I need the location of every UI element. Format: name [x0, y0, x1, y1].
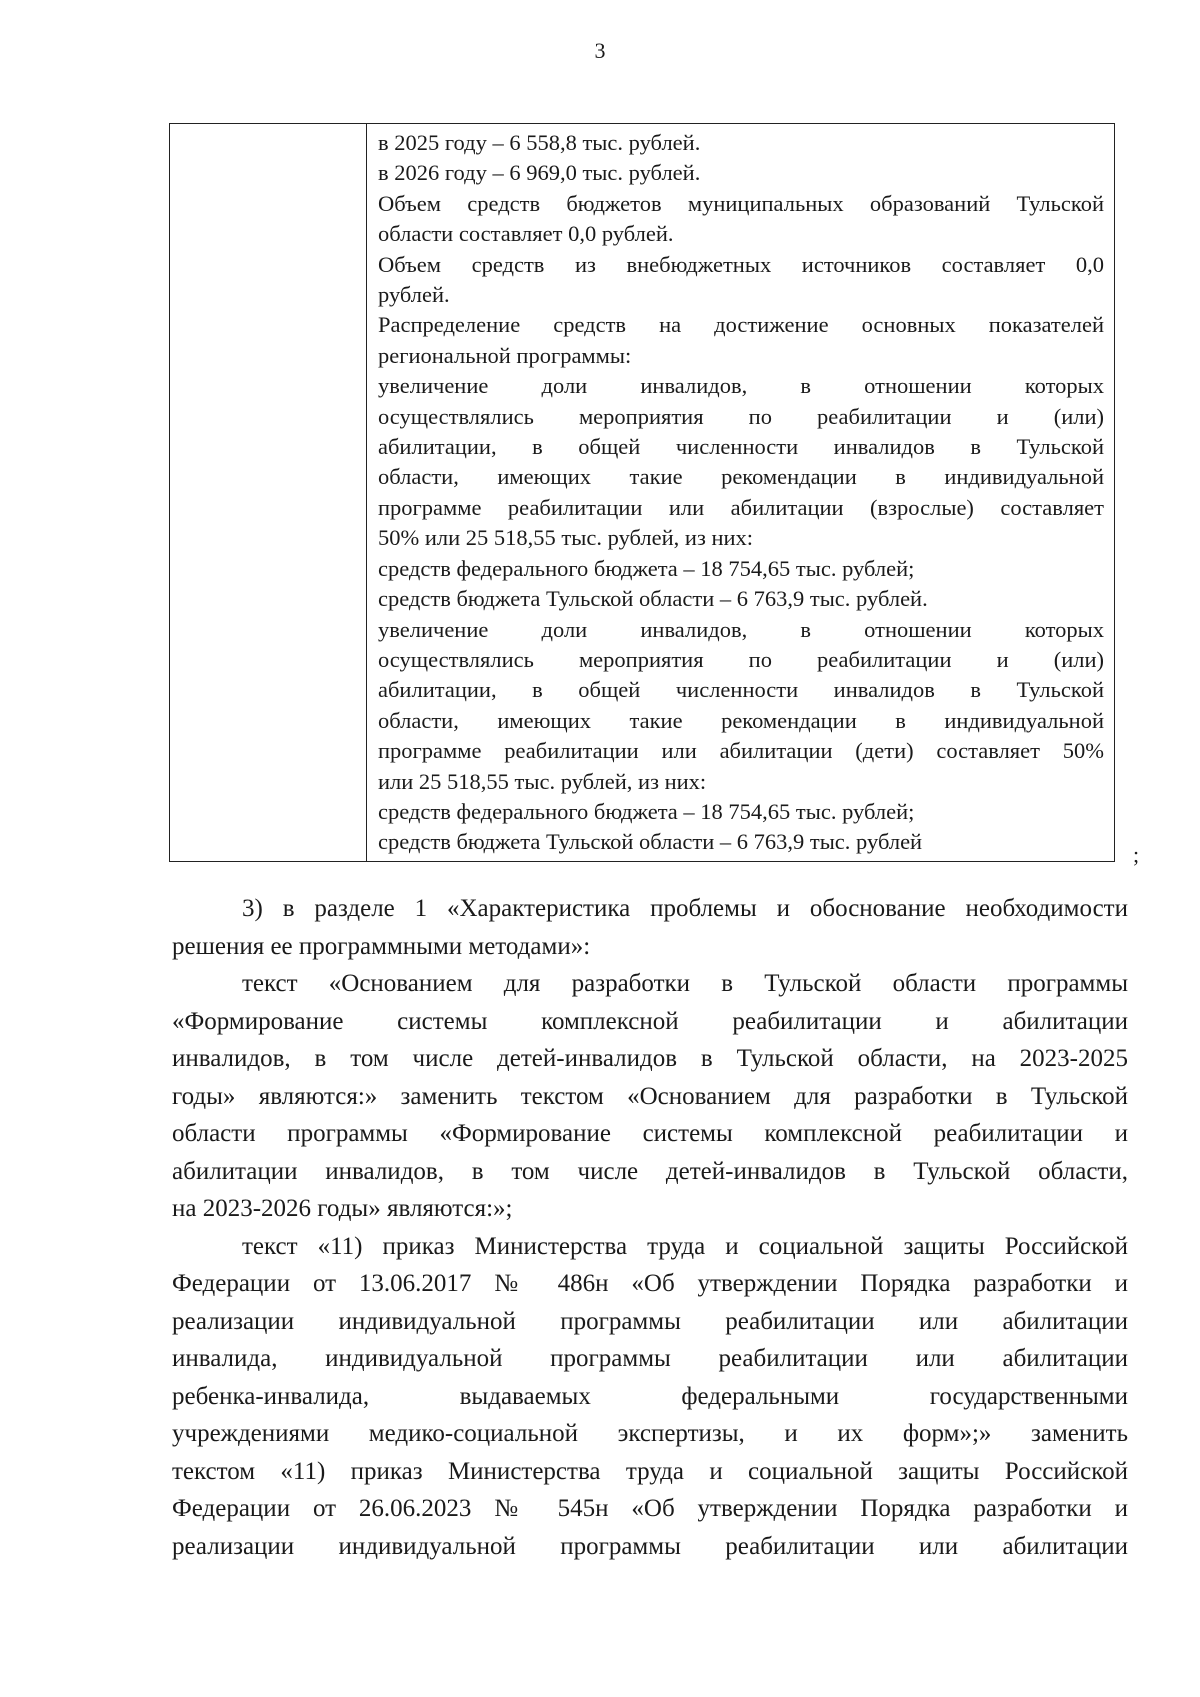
table-trailing-semicolon: ; [1133, 842, 1140, 867]
table-line: Объем средств из внебюджетных источников составляет 0,0 [378, 251, 1104, 277]
table-line: региональной программы: [378, 342, 632, 368]
table-line: увеличение доли инвалидов, в отношении которых [378, 373, 1104, 399]
table-line: средств бюджета Тульской области – 6 763,9 тыс. рублей [378, 829, 923, 855]
table-line: средств бюджета Тульской области – 6 763,9 тыс. рублей. [378, 586, 928, 612]
paragraph-line: текст «11) приказ Министерства труда и социальной защиты Российской [242, 1232, 1128, 1260]
paragraph-line: 3) в разделе 1 «Характеристика проблемы и обоснование необходимости [242, 895, 1128, 922]
paragraph-line: на 2023-2026 годы» являются:»; [172, 1195, 513, 1222]
paragraph-line: абилитации инвалидов, в том числе детей-инвалидов в Тульской области, [172, 1157, 1128, 1185]
paragraph-line: текст «Основанием для разработки в Тульской области программы [242, 970, 1128, 997]
table-line: Объем средств бюджетов муниципальных образований Тульской [378, 190, 1104, 216]
table-line: абилитации, в общей численности инвалидов в Тульской [378, 434, 1104, 460]
paragraph-line: учреждениями медико-социальной экспертизы, и их форм»;» заменить [172, 1420, 1128, 1447]
paragraph-line: «Формирование системы комплексной реабилитации и абилитации [172, 1007, 1128, 1035]
paragraph-line: решения ее программными методами»: [172, 932, 591, 960]
table-line: в 2025 году – 6 558,8 тыс. рублей. [378, 130, 701, 155]
table-left-cell [170, 124, 367, 861]
paragraph-line: инвалида, индивидуальной программы реабилитации или абилитации [172, 1345, 1128, 1372]
table-line: абилитации, в общей численности инвалидов в Тульской [378, 677, 1104, 703]
table-line: области, имеющих такие рекомендации в индивидуальной [378, 464, 1104, 490]
table-line: увеличение доли инвалидов, в отношении которых [378, 616, 1104, 642]
table-line: осуществлялись мероприятия по реабилитации и (или) [378, 403, 1104, 429]
paragraph-line: области программы «Формирование системы комплексной реабилитации и [172, 1120, 1128, 1147]
table-line: области составляет 0,0 рублей. [378, 221, 674, 247]
table-line: средств федерального бюджета – 18 754,65 тыс. рублей; [378, 798, 915, 824]
table-line: в 2026 году – 6 969,0 тыс. рублей. [378, 160, 701, 186]
body-text [172, 890, 1128, 1565]
table-line: осуществлялись мероприятия по реабилитации и (или) [378, 646, 1104, 672]
paragraph-line: инвалидов, в том числе детей-инвалидов в Тульской области, на 2023-2025 [172, 1045, 1128, 1072]
table-line: 50% или 25 518,55 тыс. рублей, из них: [378, 525, 754, 551]
page-number: 3 [594, 38, 606, 63]
table-line: области, имеющих такие рекомендации в индивидуальной [378, 707, 1104, 733]
table-line: Распределение средств на достижение основных показателей [378, 312, 1104, 338]
paragraph-line: реализации индивидуальной программы реабилитации или абилитации [172, 1307, 1128, 1335]
table-line: программе реабилитации или абилитации (взрослые) составляет [378, 494, 1104, 520]
table-line: или 25 518,55 тыс. рублей, из них: [378, 768, 707, 794]
paragraph-line: Федерации от 13.06.2017 № 486н «Об утверждении Порядка разработки и [172, 1270, 1128, 1297]
paragraph-line: годы» являются:» заменить текстом «Основанием для разработки в Тульской [172, 1082, 1128, 1110]
paragraph-line: реализации индивидуальной программы реабилитации или абилитации [172, 1532, 1128, 1560]
table-line: программе реабилитации или абилитации (дети) составляет 50% [378, 738, 1104, 764]
paragraph-line: текстом «11) приказ Министерства труда и социальной защиты Российской [172, 1457, 1128, 1485]
table-right-cell [367, 124, 1114, 861]
table-line: средств федерального бюджета – 18 754,65 тыс. рублей; [378, 555, 915, 581]
funding-table [169, 123, 1115, 862]
paragraph-line: ребенка-инвалида, выдаваемых федеральными государственными [172, 1382, 1128, 1410]
table-line: рублей. [378, 282, 450, 308]
paragraph-line: Федерации от 26.06.2023 № 545н «Об утверждении Порядка разработки и [172, 1495, 1128, 1522]
